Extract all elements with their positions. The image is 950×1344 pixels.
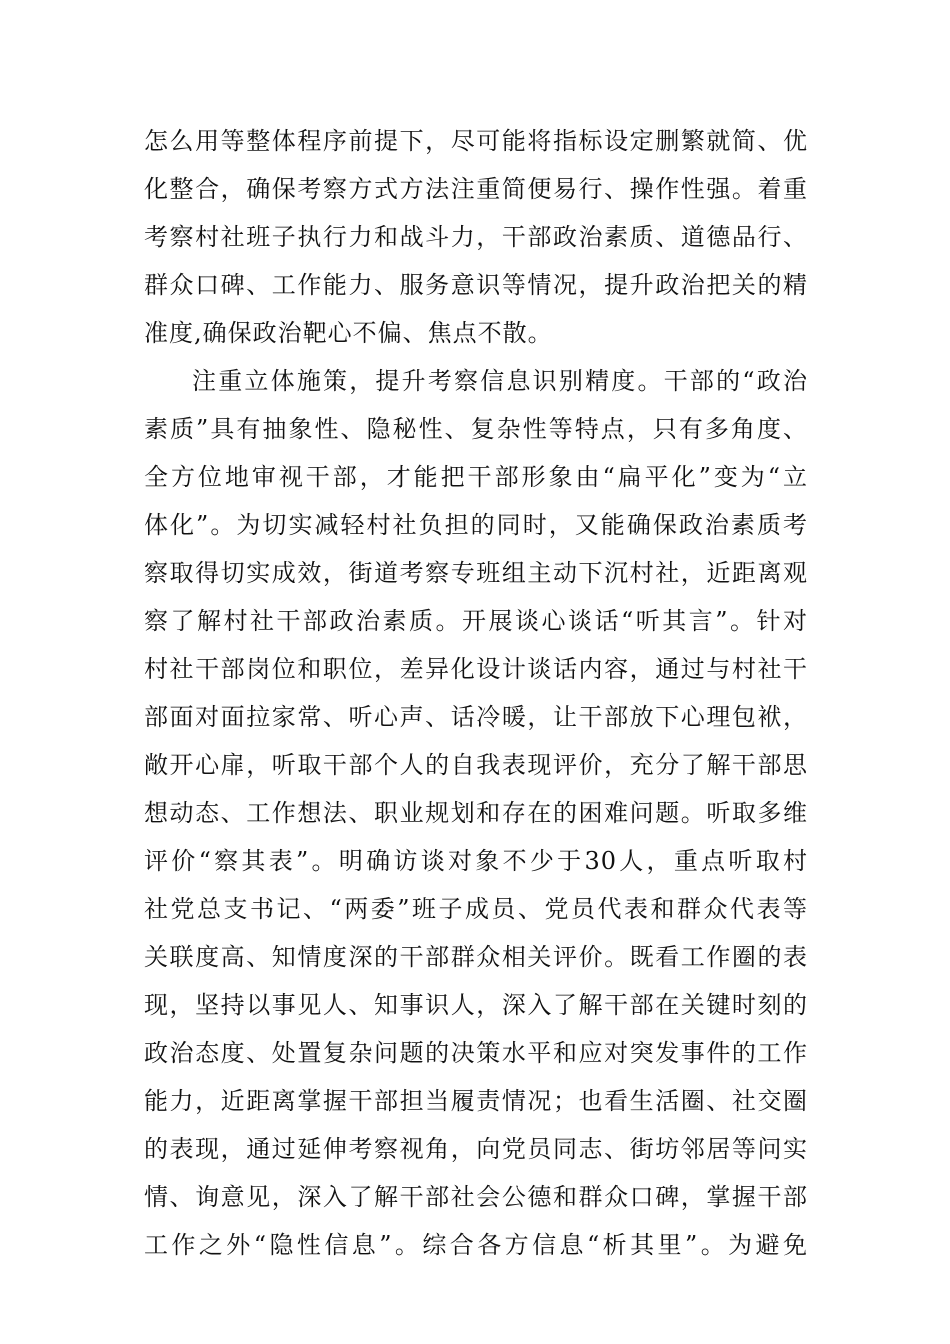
text-line: 政治态度、处置复杂问题的决策水平和应对突发事件的工作	[144, 1039, 808, 1067]
text-line: 村社干部岗位和职位，差异化设计谈话内容，通过与村社干	[144, 655, 808, 683]
text-line: 想动态、工作想法、职业规划和存在的困难问题。听取多维	[144, 799, 808, 827]
paragraph-1	[144, 117, 808, 357]
text-line: 怎么用等整体程序前提下，尽可能将指标设定删繁就简、优	[144, 127, 808, 155]
text-line: 察了解村社干部政治素质。开展谈心谈话“听其言”。针对	[144, 607, 808, 635]
text-line: 现，坚持以事见人、知事识人，深入了解干部在关键时刻的	[144, 991, 808, 1019]
text-line: 工作之外“隐性信息”。综合各方信息“析其里”。为避免	[144, 1231, 808, 1259]
text-line: 情、询意见，深入了解干部社会公德和群众口碑，掌握干部	[144, 1183, 808, 1211]
text-line: 评价“察其表”。明确访谈对象不少于30人，重点听取村	[144, 847, 808, 875]
text-line: 素质”具有抽象性、隐秘性、复杂性等特点，只有多角度、	[144, 415, 808, 443]
text-line: 化整合，确保考察方式方法注重简便易行、操作性强。着重	[144, 175, 808, 203]
text-line: 察取得切实成效，街道考察专班组主动下沉村社，近距离观	[144, 559, 808, 587]
text-line: 群众口碑、工作能力、服务意识等情况，提升政治把关的精	[144, 271, 808, 299]
paragraph-2	[144, 357, 808, 1269]
text-line: 体化”。为切实减轻村社负担的同时，又能确保政治素质考	[144, 511, 808, 539]
text-line: 敞开心扉，听取干部个人的自我表现评价，充分了解干部思	[144, 751, 808, 779]
text-line: 能力，近距离掌握干部担当履责情况；也看生活圈、社交圈	[144, 1087, 808, 1115]
body-text	[144, 117, 808, 1269]
text-line: 注重立体施策，提升考察信息识别精度。干部的“政治	[192, 367, 808, 395]
text-line: 准度,确保政治靶心不偏、焦点不散。	[144, 319, 553, 347]
text-line: 社党总支书记、“两委”班子成员、党员代表和群众代表等	[144, 895, 808, 923]
text-line: 全方位地审视干部，才能把干部形象由“扁平化”变为“立	[144, 463, 808, 491]
text-line: 关联度高、知情度深的干部群众相关评价。既看工作圈的表	[144, 943, 808, 971]
text-line: 考察村社班子执行力和战斗力，干部政治素质、道德品行、	[144, 223, 808, 251]
text-line: 部面对面拉家常、听心声、话冷暖，让干部放下心理包袱，	[144, 703, 808, 731]
text-line: 的表现，通过延伸考察视角，向党员同志、街坊邻居等问实	[144, 1135, 808, 1163]
